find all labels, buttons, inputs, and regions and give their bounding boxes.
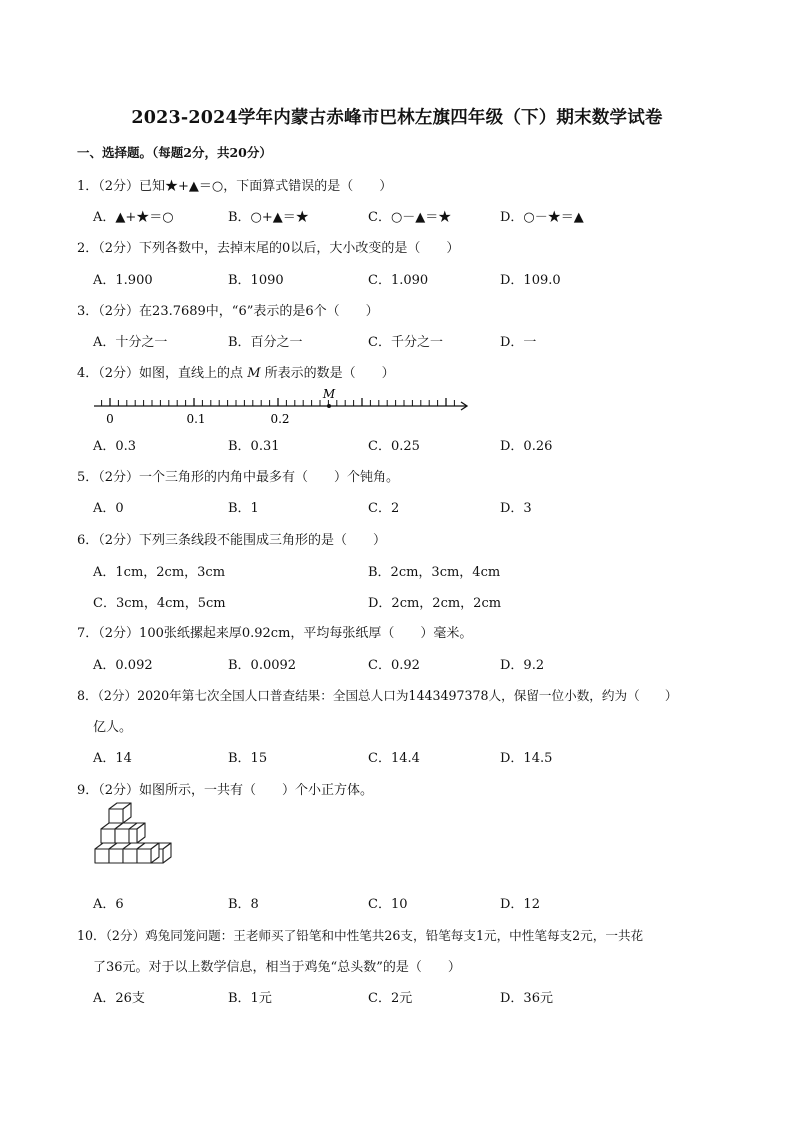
q2-option-c[interactable]: C．1.090: [368, 273, 429, 288]
q9-option-b[interactable]: B．8: [228, 897, 259, 912]
q10-option-a[interactable]: A．26支: [93, 991, 145, 1006]
q4-text-before: 4．（2分）如图，直线上的点: [77, 366, 248, 381]
q6-option-d[interactable]: D．2cm，2cm，2cm: [368, 596, 502, 611]
question-8: 8．（2分）2020年第七次全国人口普查结果：全国总人口为1443497378人，保留一位小数，约为（ ）: [77, 688, 678, 703]
section-heading: 一、选择题。（每题2分，共20分）: [77, 145, 272, 160]
q10-option-d[interactable]: D．36元: [500, 991, 553, 1006]
number-line-figure: [90, 388, 480, 428]
q3-option-d[interactable]: D．一: [500, 335, 537, 350]
number-line-ticks: [102, 398, 455, 406]
question-6: 6．（2分）下列三条线段不能围成三角形的是（ ）: [77, 533, 387, 548]
q2-option-d[interactable]: D．109.0: [500, 273, 561, 288]
q5-option-b[interactable]: B．1: [228, 501, 259, 516]
q6-option-c[interactable]: C．3cm，4cm，5cm: [93, 596, 226, 611]
q4-option-a[interactable]: A．0.3: [93, 439, 137, 454]
q3-option-c[interactable]: C．千分之一: [368, 335, 443, 350]
q1-option-a[interactable]: A．▲+★＝○: [93, 210, 174, 225]
q9-option-a[interactable]: A．6: [93, 897, 124, 912]
q4-option-c[interactable]: C．0.25: [368, 439, 420, 454]
q7-option-d[interactable]: D．9.2: [500, 658, 545, 673]
q7-option-c[interactable]: C．0.92: [368, 658, 420, 673]
q6-option-a[interactable]: A．1cm，2cm，3cm: [93, 565, 226, 580]
question-4: [77, 362, 395, 381]
q8-option-d[interactable]: D．14.5: [500, 751, 553, 766]
question-3: 3．（2分）在23.7689中，“6”表示的是6个（ ）: [77, 304, 379, 319]
q7-option-b[interactable]: B．0.0092: [228, 658, 297, 673]
q5-option-a[interactable]: A．0: [93, 501, 124, 516]
q2-option-b[interactable]: B．1090: [228, 273, 284, 288]
q4-text-after: 所表示的数是（ ）: [260, 366, 395, 381]
q5-option-c[interactable]: C．2: [368, 501, 400, 516]
q10-option-b[interactable]: B．1元: [228, 991, 272, 1006]
q8-option-a[interactable]: A．14: [93, 751, 132, 766]
q9-option-d[interactable]: D．12: [500, 897, 540, 912]
question-7: 7．（2分）100张纸摞起来厚0.92cm，平均每张纸厚（ ）毫米。: [77, 626, 473, 641]
q6-option-b[interactable]: B．2cm，3cm，4cm: [368, 565, 501, 580]
question-2: 2．（2分）下列各数中，去掉末尾的0以后，大小改变的是（ ）: [77, 241, 460, 256]
question-1: 1．（2分）已知★+▲＝○，下面算式错误的是（ ）: [77, 179, 393, 194]
q1-option-d[interactable]: D．○－★＝▲: [500, 210, 584, 225]
q8-option-c[interactable]: C．14.4: [368, 751, 420, 766]
question-5: 5．（2分）一个三角形的内角中最多有（ ）个钝角。: [77, 470, 400, 485]
q4-option-b[interactable]: B．0.31: [228, 439, 280, 454]
q1-option-b[interactable]: B．○+▲＝★: [228, 210, 309, 225]
label-0-2: 0.2: [270, 412, 290, 426]
q3-option-a[interactable]: A．十分之一: [93, 335, 168, 350]
q5-option-d[interactable]: D．3: [500, 501, 532, 516]
label-0: 0: [106, 412, 114, 426]
q8-option-b[interactable]: B．15: [228, 751, 268, 766]
q4-variable: M: [247, 366, 261, 381]
q3-option-b[interactable]: B．百分之一: [228, 335, 303, 350]
point-m-dot: [327, 404, 331, 408]
q4-option-d[interactable]: D．0.26: [500, 439, 553, 454]
page-title: 2023-2024学年内蒙古赤峰市巴林左旗四年级（下）期末数学试卷: [131, 108, 663, 128]
q7-option-a[interactable]: A．0.092: [93, 658, 153, 673]
cube-stack-figure: [92, 803, 182, 883]
question-10: 10．（2分）鸡兔同笼问题：王老师买了铅笔和中性笔共26支，铅笔每支1元，中性笔每支2元，一共花: [77, 928, 644, 943]
label-0-1: 0.1: [186, 412, 206, 426]
q1-option-c[interactable]: C．○－▲＝★: [368, 210, 452, 225]
q10-option-c[interactable]: C．2元: [368, 991, 413, 1006]
q2-option-a[interactable]: A．1.900: [93, 273, 153, 288]
question-9: 9．（2分）如图所示，一共有（ ）个小正方体。: [77, 783, 374, 798]
question-10-continued: 了36元。对于以上数学信息，相当于鸡兔“总头数”的是（ ）: [93, 960, 461, 975]
point-m-label: M: [322, 387, 336, 401]
question-8-continued: 亿人。: [93, 720, 133, 735]
q9-option-c[interactable]: C．10: [368, 897, 408, 912]
